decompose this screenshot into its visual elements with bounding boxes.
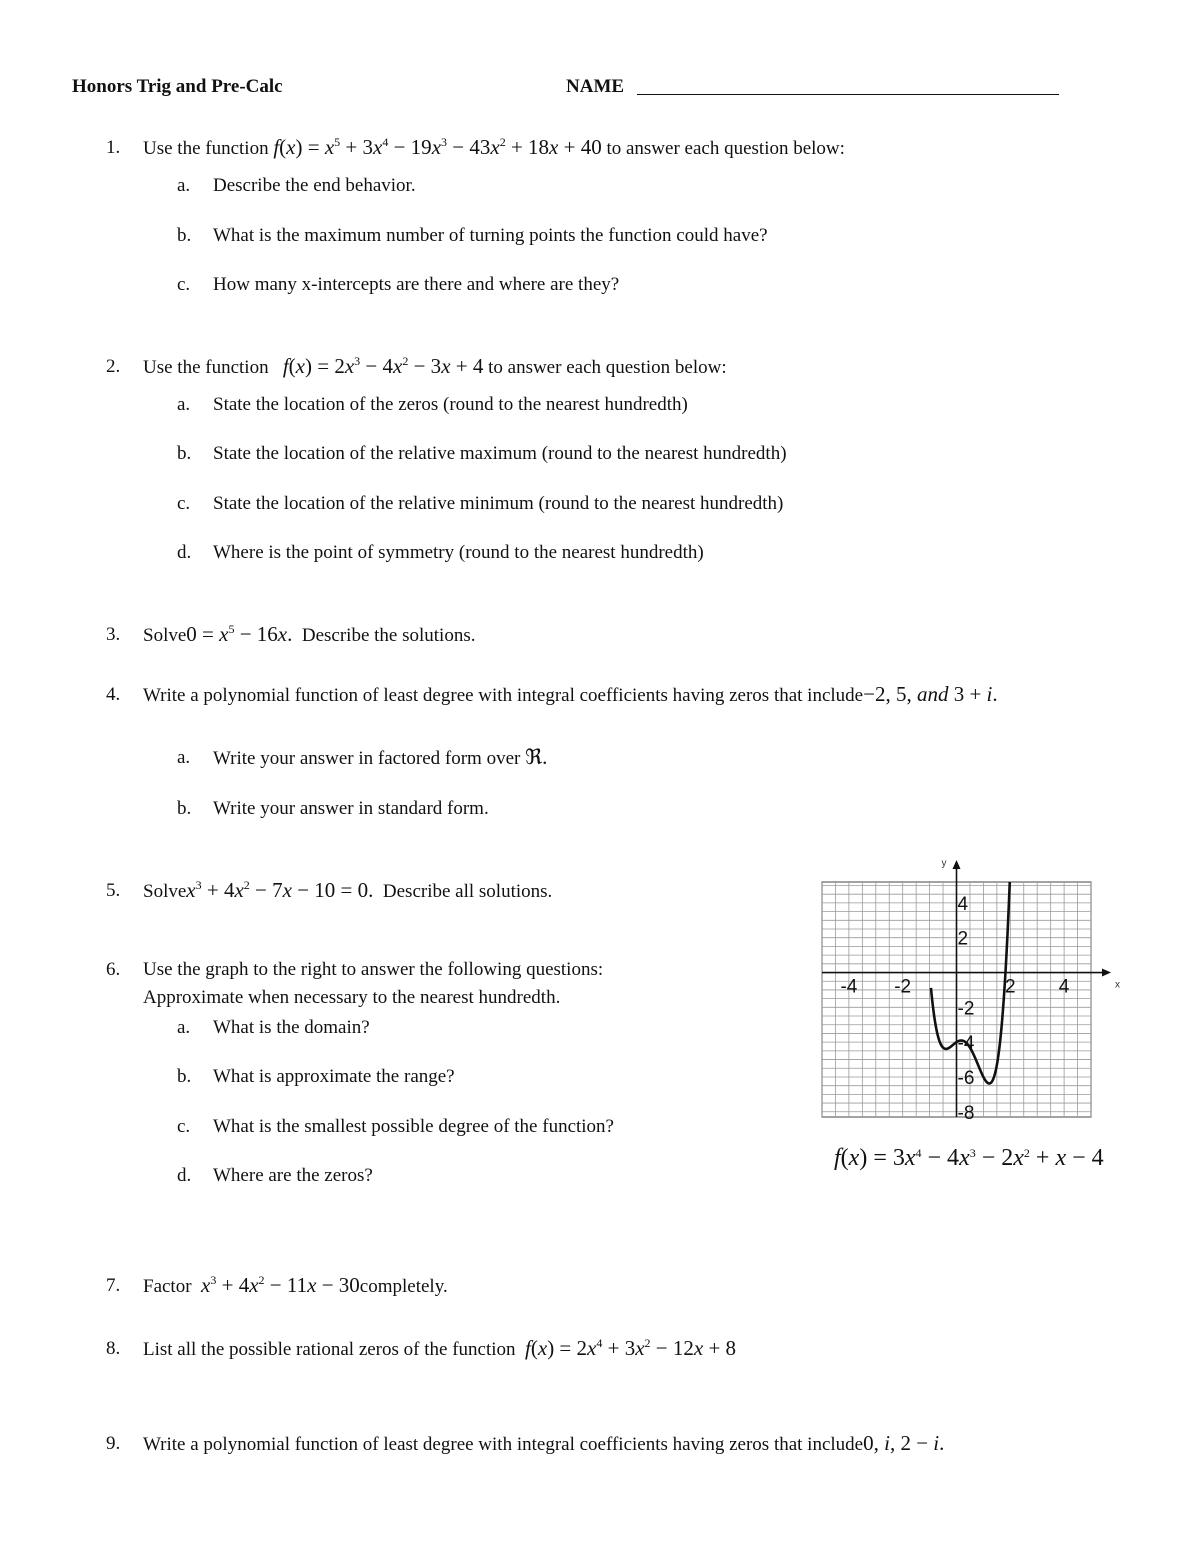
zeros-expression: −2, 5, and 3 + i. [863, 682, 998, 706]
x-tick-label: -2 [894, 976, 912, 998]
part-label: b. [177, 1066, 192, 1087]
name-field-line[interactable] [637, 94, 1059, 95]
part-text: Write your answer in standard form. [213, 798, 489, 819]
function-expression: $f(x) = 2x^3 - 4x^2 - 3x + 4$ [282, 354, 484, 378]
polynomial-expression: $x^3 + 4x^2 - 11x - 30$ [201, 1273, 360, 1297]
part-text: What is the maximum number of turning points the function could have? [213, 225, 768, 246]
question-number: 9. [106, 1433, 121, 1454]
part-text: What is the domain? [213, 1017, 370, 1038]
function-graph [812, 852, 1122, 1122]
question-lead: Factor [143, 1276, 192, 1297]
question-number: 7. [106, 1275, 121, 1296]
question-text: List all the possible rational zeros of the function [143, 1339, 516, 1360]
x-axis-label: x [1115, 979, 1120, 991]
equation: $0 = x^5 - 16x$. [186, 622, 293, 646]
zeros-expression: 0, i, 2 − i. [863, 1431, 945, 1455]
equation: $x^3 + 4x^2 - 7x - 10 = 0$. [186, 878, 374, 902]
y-tick-label: -6 [957, 1067, 975, 1089]
part-text: How many x-intercepts are there and where are they? [213, 274, 620, 295]
y-tick-label: 4 [957, 893, 969, 915]
part-label: b. [177, 443, 192, 464]
question-lead: Use the function [143, 138, 269, 159]
part-label: a. [177, 394, 191, 415]
question-lead: Use the function [143, 357, 269, 378]
question-lead: Solve [143, 625, 187, 646]
x-tick-label: 2 [1005, 976, 1016, 998]
course-title: Honors Trig and Pre-Calc [72, 76, 283, 97]
question-number: 6. [106, 959, 121, 980]
y-axis-label: y [941, 858, 947, 869]
x-axis-arrow-icon [1102, 969, 1111, 977]
question-number: 4. [106, 684, 121, 705]
part-text: Write your answer in factored form over [213, 748, 521, 769]
part-label: b. [177, 798, 192, 819]
part-label: d. [177, 1165, 192, 1186]
question-lead: Solve [143, 881, 187, 902]
reals-symbol: ℜ. [525, 745, 548, 769]
question-tail: to answer each question below: [606, 138, 845, 159]
part-text: State the location of the relative minimum (round to the nearest hundredth) [213, 493, 784, 514]
y-tick-label: -4 [957, 1033, 975, 1055]
question-tail: to answer each question below: [488, 357, 727, 378]
x-tick-label: -4 [840, 976, 858, 998]
question-number: 1. [106, 137, 121, 158]
part-label: a. [177, 175, 191, 196]
part-label: c. [177, 493, 191, 514]
question-number: 8. [106, 1338, 121, 1359]
y-tick-label: 2 [957, 928, 969, 950]
name-label: NAME [566, 76, 625, 97]
part-text: What is approximate the range? [213, 1066, 455, 1087]
part-label: a. [177, 747, 191, 768]
y-tick-label: -8 [957, 1102, 975, 1122]
graph-caption: $f(x) = 3x^4 - 4x^3 - 2x^2 + x - 4$ [834, 1145, 1104, 1171]
question-tail: Describe the solutions. [301, 625, 476, 646]
part-text: What is the smallest possible degree of the function? [213, 1116, 614, 1137]
x-tick-label: 4 [1058, 976, 1070, 998]
question-tail: completely. [359, 1276, 448, 1297]
function-expression: $f(x) = 2x^4 + 3x^2 - 12x + 8$ [525, 1336, 737, 1360]
part-text: Where is the point of symmetry (round to the nearest hundredth) [213, 542, 704, 563]
part-label: a. [177, 1017, 191, 1038]
part-label: d. [177, 542, 192, 563]
part-text: State the location of the relative maximum (round to the nearest hundredth) [213, 443, 787, 464]
question-text: Write a polynomial function of least degree with integral coefficients having zeros that include [143, 685, 864, 706]
function-expression: $f(x) = x^5 + 3x^4 - 19x^3 - 43x^2 + 18x + 40$ [273, 135, 602, 159]
part-text: Describe the end behavior. [213, 175, 416, 196]
y-tick-label: -2 [957, 998, 975, 1020]
question-text-line1: Use the graph to the right to answer the following questions: [143, 959, 604, 980]
question-text: Write a polynomial function of least degree with integral coefficients having zeros that include [143, 1434, 864, 1455]
question-text-line2: Approximate when necessary to the nearest hundredth. [143, 987, 561, 1008]
question-tail: Describe all solutions. [382, 881, 553, 902]
question-number: 3. [106, 624, 121, 645]
part-text: State the location of the zeros (round to the nearest hundredth) [213, 394, 688, 415]
part-text: Where are the zeros? [213, 1165, 373, 1186]
question-number: 5. [106, 880, 121, 901]
y-axis-arrow-icon [953, 860, 961, 869]
part-label: b. [177, 225, 192, 246]
part-label: c. [177, 1116, 191, 1137]
question-number: 2. [106, 356, 121, 377]
part-label: c. [177, 274, 191, 295]
